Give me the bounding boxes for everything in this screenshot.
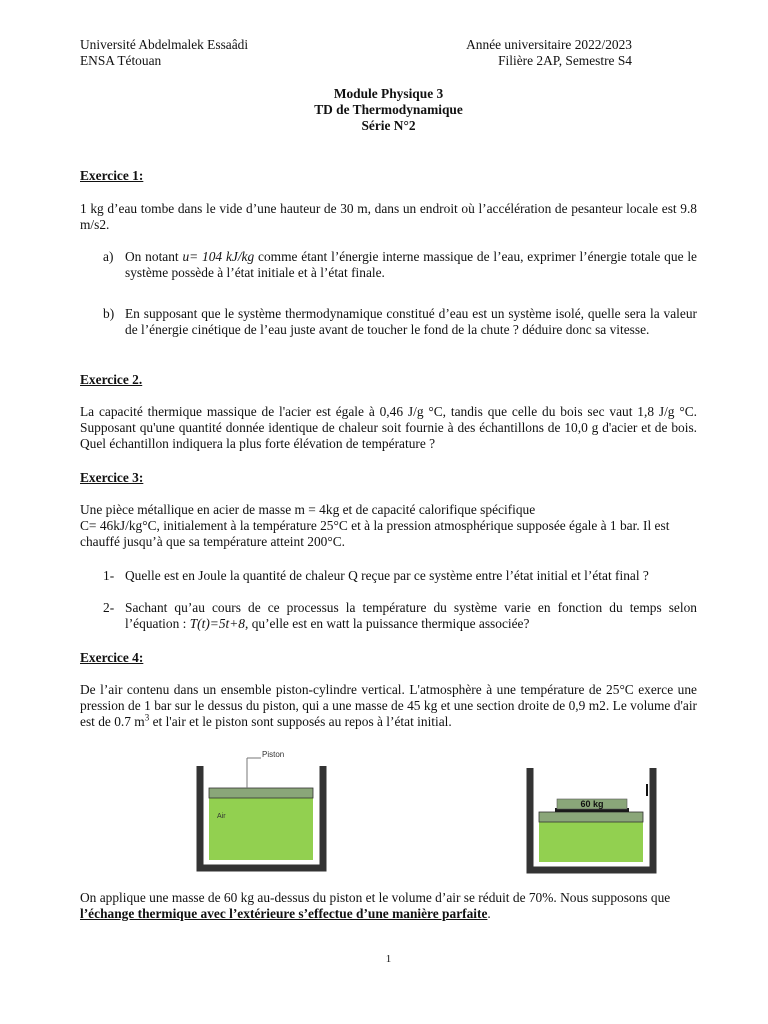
item-text: En supposant que le système thermodynamique constitué d’eau est un système isolé, quelle sera la valeur de l’énergie cinétique de l’eau juste avant de toucher le fond de la chute ? déduire donc sa vitesse.: [125, 306, 697, 338]
emphasized-statement: l’échange thermique avec l’extérieure s’effectue d’une manière parfaite: [80, 906, 488, 922]
air-volume: [209, 798, 313, 860]
exercise-2-heading: Exercice 2.: [80, 372, 143, 387]
exercise-4-heading: Exercice 4:: [80, 650, 144, 665]
piston-cylinder-initial-figure: [195, 748, 330, 872]
item-label: 2-: [103, 600, 115, 615]
exercise-4-text: De l’air contenu dans un ensemble piston-cylindre vertical. L'atmosphère à une température de 25°C exerce une pression de 1 bar sur le dessus du piston, qui a une masse de 45 kg et une section droite de 0,9 m2. Le volume d'air est de 0.7 $m^3$ et l'air et le piston sont supposés au repos à l’état initial.: [80, 682, 697, 730]
page-number: 1: [385, 953, 392, 965]
exercise-2-text: La capacité thermique massique de l'acier est égale à 0,46 J/g °C, tandis que celle du bois sec vaut 1,8 J/g °C. Supposant qu'une quantité donnée identique de chaleur soit fournie à des échantillons de 10,0 g d'acier et de bois. Quel échantillon indiquera la plus forte élévation de température ?: [80, 404, 697, 452]
piston: [209, 788, 313, 798]
piston: [539, 812, 643, 822]
school-name: ENSA Tétouan: [80, 53, 162, 69]
piston-label: Piston: [262, 750, 285, 759]
exercise-3-line2: C= 46kJ/kg°C, initialement à la température 25°C et à la pression atmosphérique supposée égale à 1 bar. Il est chauffé jusqu’à que sa température atteint 200°C.: [80, 518, 670, 550]
item-text: Quelle est en Joule la quantité de chaleur Q reçue par ce système entre l’état initial et l’état final ?: [125, 568, 649, 583]
university-name: Université Abdelmalek Essaâdi: [80, 37, 249, 52]
item-text: On notant u= 104 kJ/kg comme étant l’énergie interne massique de l’eau, exprimer l’énergie totale que le système possède à l’état initiale et à l’état finale.: [125, 249, 698, 281]
exercise-4-final-text: On applique une masse de 60 kg au-dessus du piston et le volume d’air se réduit de 70%. Nous supposons que l’échange thermique avec l’extérieure s’effectue d’une manière parfaite.: [80, 890, 671, 922]
internal-energy-formula: u= 104 kJ/kg: [182, 249, 255, 264]
air-volume: [539, 822, 643, 862]
piston-cylinder-loaded-figure: [525, 762, 660, 874]
exercise-1-intro: 1 kg d’eau tombe dans le vide d’une hauteur de 30 m, dans un endroit où l’accélération de pesanteur locale est 9.8 m/s2.: [80, 201, 697, 233]
item-label: 1-: [103, 568, 115, 583]
temperature-equation: T(t)=5t+8: [189, 616, 245, 632]
program-semester: Filière 2AP, Semestre S4: [498, 53, 632, 69]
mass-label: 60 kg: [580, 799, 604, 809]
title-module: Module Physique 3: [333, 86, 444, 101]
exercise-3-text: [80, 502, 697, 551]
exercise-3-line1: Une pièce métallique en acier de masse m = 4kg et de capacité calorifique spécifique: [80, 502, 536, 517]
item-label: a): [103, 249, 114, 264]
exercise-3-heading: Exercice 3:: [80, 470, 144, 485]
item-text: Sachant qu’au cours de ce processus la température du système varie en fonction du temps selon l’équation : T(t)=5t+8, qu’elle est en watt la puissance thermique associée?: [125, 600, 697, 632]
air-label: Air: [217, 813, 226, 820]
academic-year: Année universitaire 2022/2023: [466, 37, 632, 52]
exercise-1-heading: Exercice 1:: [80, 168, 144, 183]
document-title: [80, 86, 697, 135]
item-label: b): [103, 306, 115, 321]
page-header: [80, 37, 632, 69]
title-series: Série N°2: [361, 118, 416, 134]
title-td: TD de Thermodynamique: [314, 102, 463, 118]
